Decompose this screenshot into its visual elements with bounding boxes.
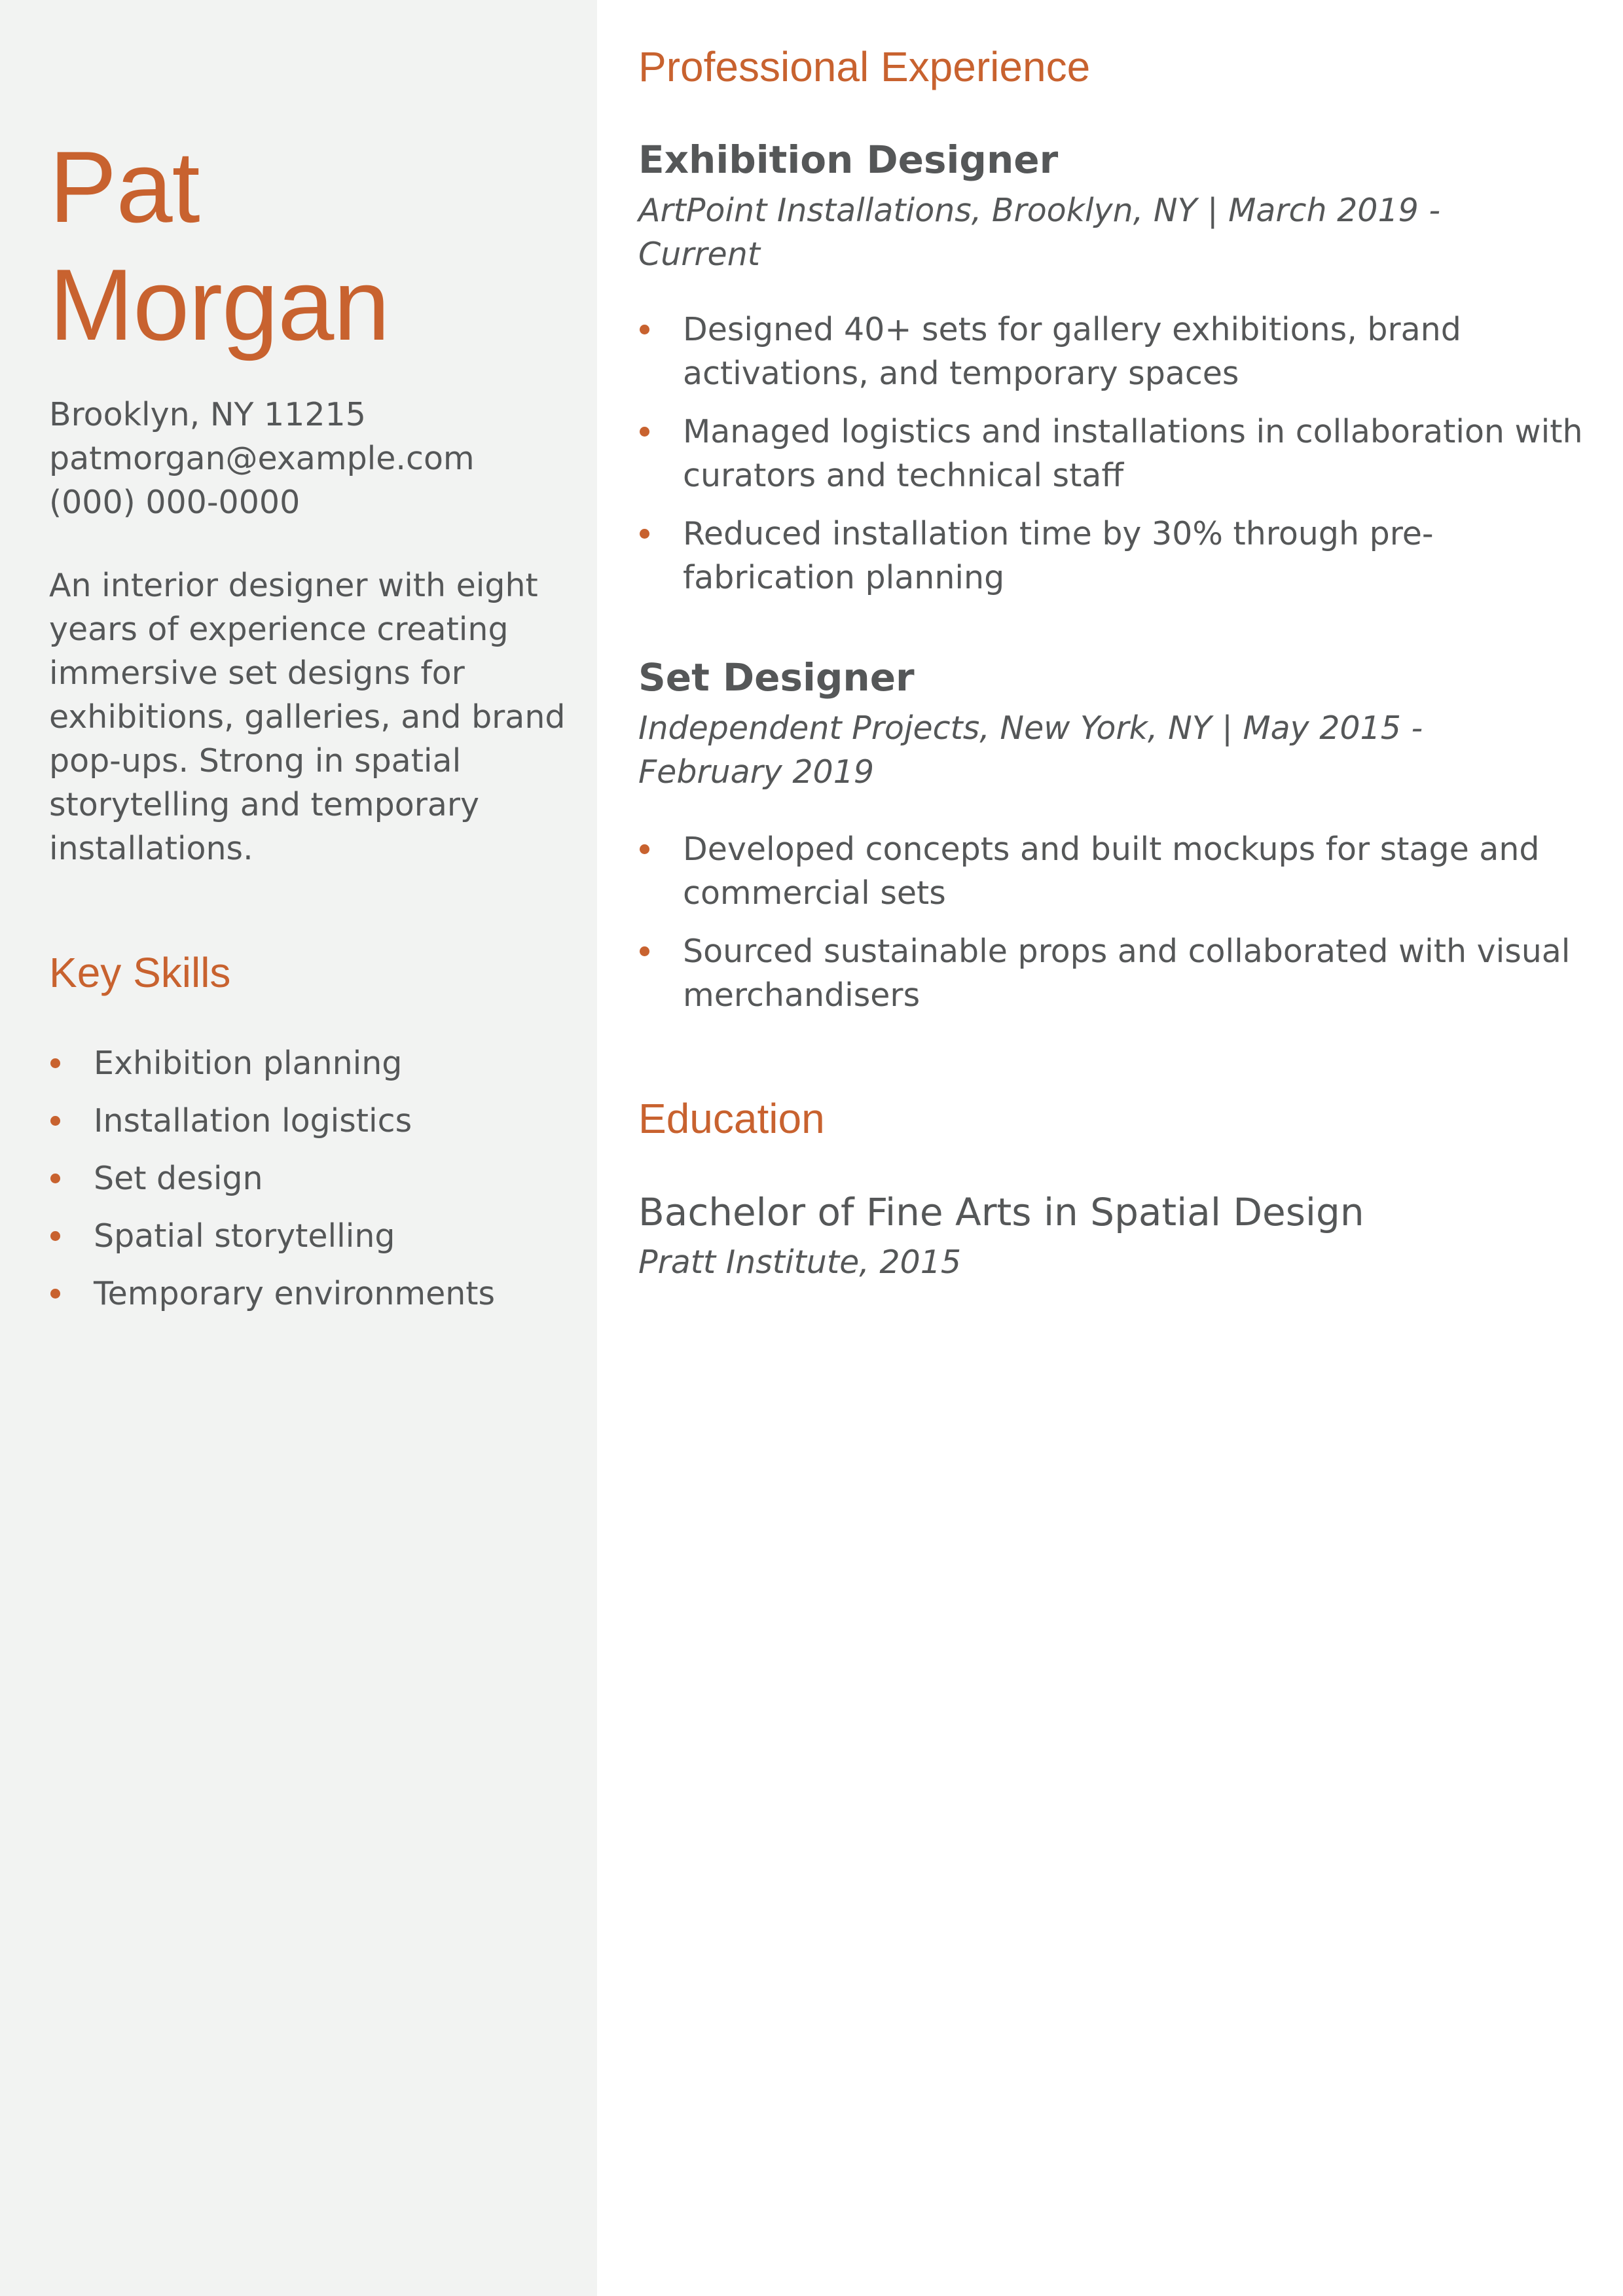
experience-heading: Professional Experience (638, 43, 1091, 90)
skill-label: Exhibition planning (94, 1045, 403, 1082)
bullet-icon (640, 325, 649, 334)
list-item (49, 1157, 573, 1200)
bullet-icon (640, 946, 649, 956)
list-item (49, 1272, 573, 1316)
bullet-text: Managed logistics and installations in collaboration with curators and technical staff (683, 413, 1583, 494)
job-title: Exhibition Designer (638, 137, 1059, 182)
list-item (49, 1099, 573, 1143)
job-bullet-list (638, 827, 1594, 1031)
bullet-icon (640, 427, 649, 437)
bullet-icon (50, 1289, 60, 1299)
list-item (638, 410, 1594, 497)
bullet-icon (50, 1116, 60, 1126)
bullet-text: Sourced sustainable props and collaborated with visual merchandisers (683, 933, 1571, 1014)
sidebar (0, 0, 597, 2296)
bullet-text: Reduced installation time by 30% through pre-fabrication planning (683, 515, 1434, 596)
bullet-icon (640, 529, 649, 539)
profile-summary: An interior designer with eight years of experience creating immersive set designs for exhibitions, galleries, and brand pop-ups. Strong in spatial storytelling and temporary installations. (49, 567, 566, 867)
contact-phone[interactable]: (000) 000-0000 (49, 484, 301, 521)
bullet-icon (50, 1231, 60, 1241)
contact-email[interactable]: patmorgan@example.com (49, 440, 475, 477)
skill-label: Temporary environments (94, 1275, 496, 1312)
list-item (49, 1041, 573, 1085)
list-item (638, 827, 1594, 915)
contact-location: Brooklyn, NY 11215 (49, 396, 366, 433)
list-item (49, 1214, 573, 1258)
education-heading: Education (638, 1095, 825, 1142)
first-name: Pat (49, 130, 200, 243)
skill-label: Spatial storytelling (94, 1217, 395, 1255)
job-bullet-list (638, 308, 1594, 614)
candidate-name (49, 128, 390, 364)
job-meta: Independent Projects, New York, NY | May 2015 - February 2019 (638, 709, 1423, 791)
last-name: Morgan (49, 248, 390, 361)
skills-heading: Key Skills (49, 949, 231, 996)
bullet-text: Developed concepts and built mockups for stage and commercial sets (683, 831, 1540, 912)
list-item (638, 512, 1594, 600)
bullet-icon (50, 1058, 60, 1068)
skills-list (49, 1041, 573, 1329)
bullet-icon (50, 1174, 60, 1183)
list-item (638, 308, 1594, 395)
contact-info (49, 393, 573, 524)
bullet-text: Designed 40+ sets for gallery exhibitions, brand activations, and temporary spaces (683, 311, 1461, 392)
skill-label: Installation logistics (94, 1102, 412, 1139)
skill-label: Set design (94, 1160, 263, 1197)
school-info: Pratt Institute, 2015 (638, 1244, 962, 1281)
degree-title: Bachelor of Fine Arts in Spatial Design (638, 1190, 1364, 1234)
list-item (638, 929, 1594, 1017)
bullet-icon (640, 844, 649, 854)
main-content (597, 0, 1623, 2296)
job-title: Set Designer (638, 655, 915, 700)
job-meta: ArtPoint Installations, Brooklyn, NY | March 2019 - Current (638, 192, 1441, 273)
